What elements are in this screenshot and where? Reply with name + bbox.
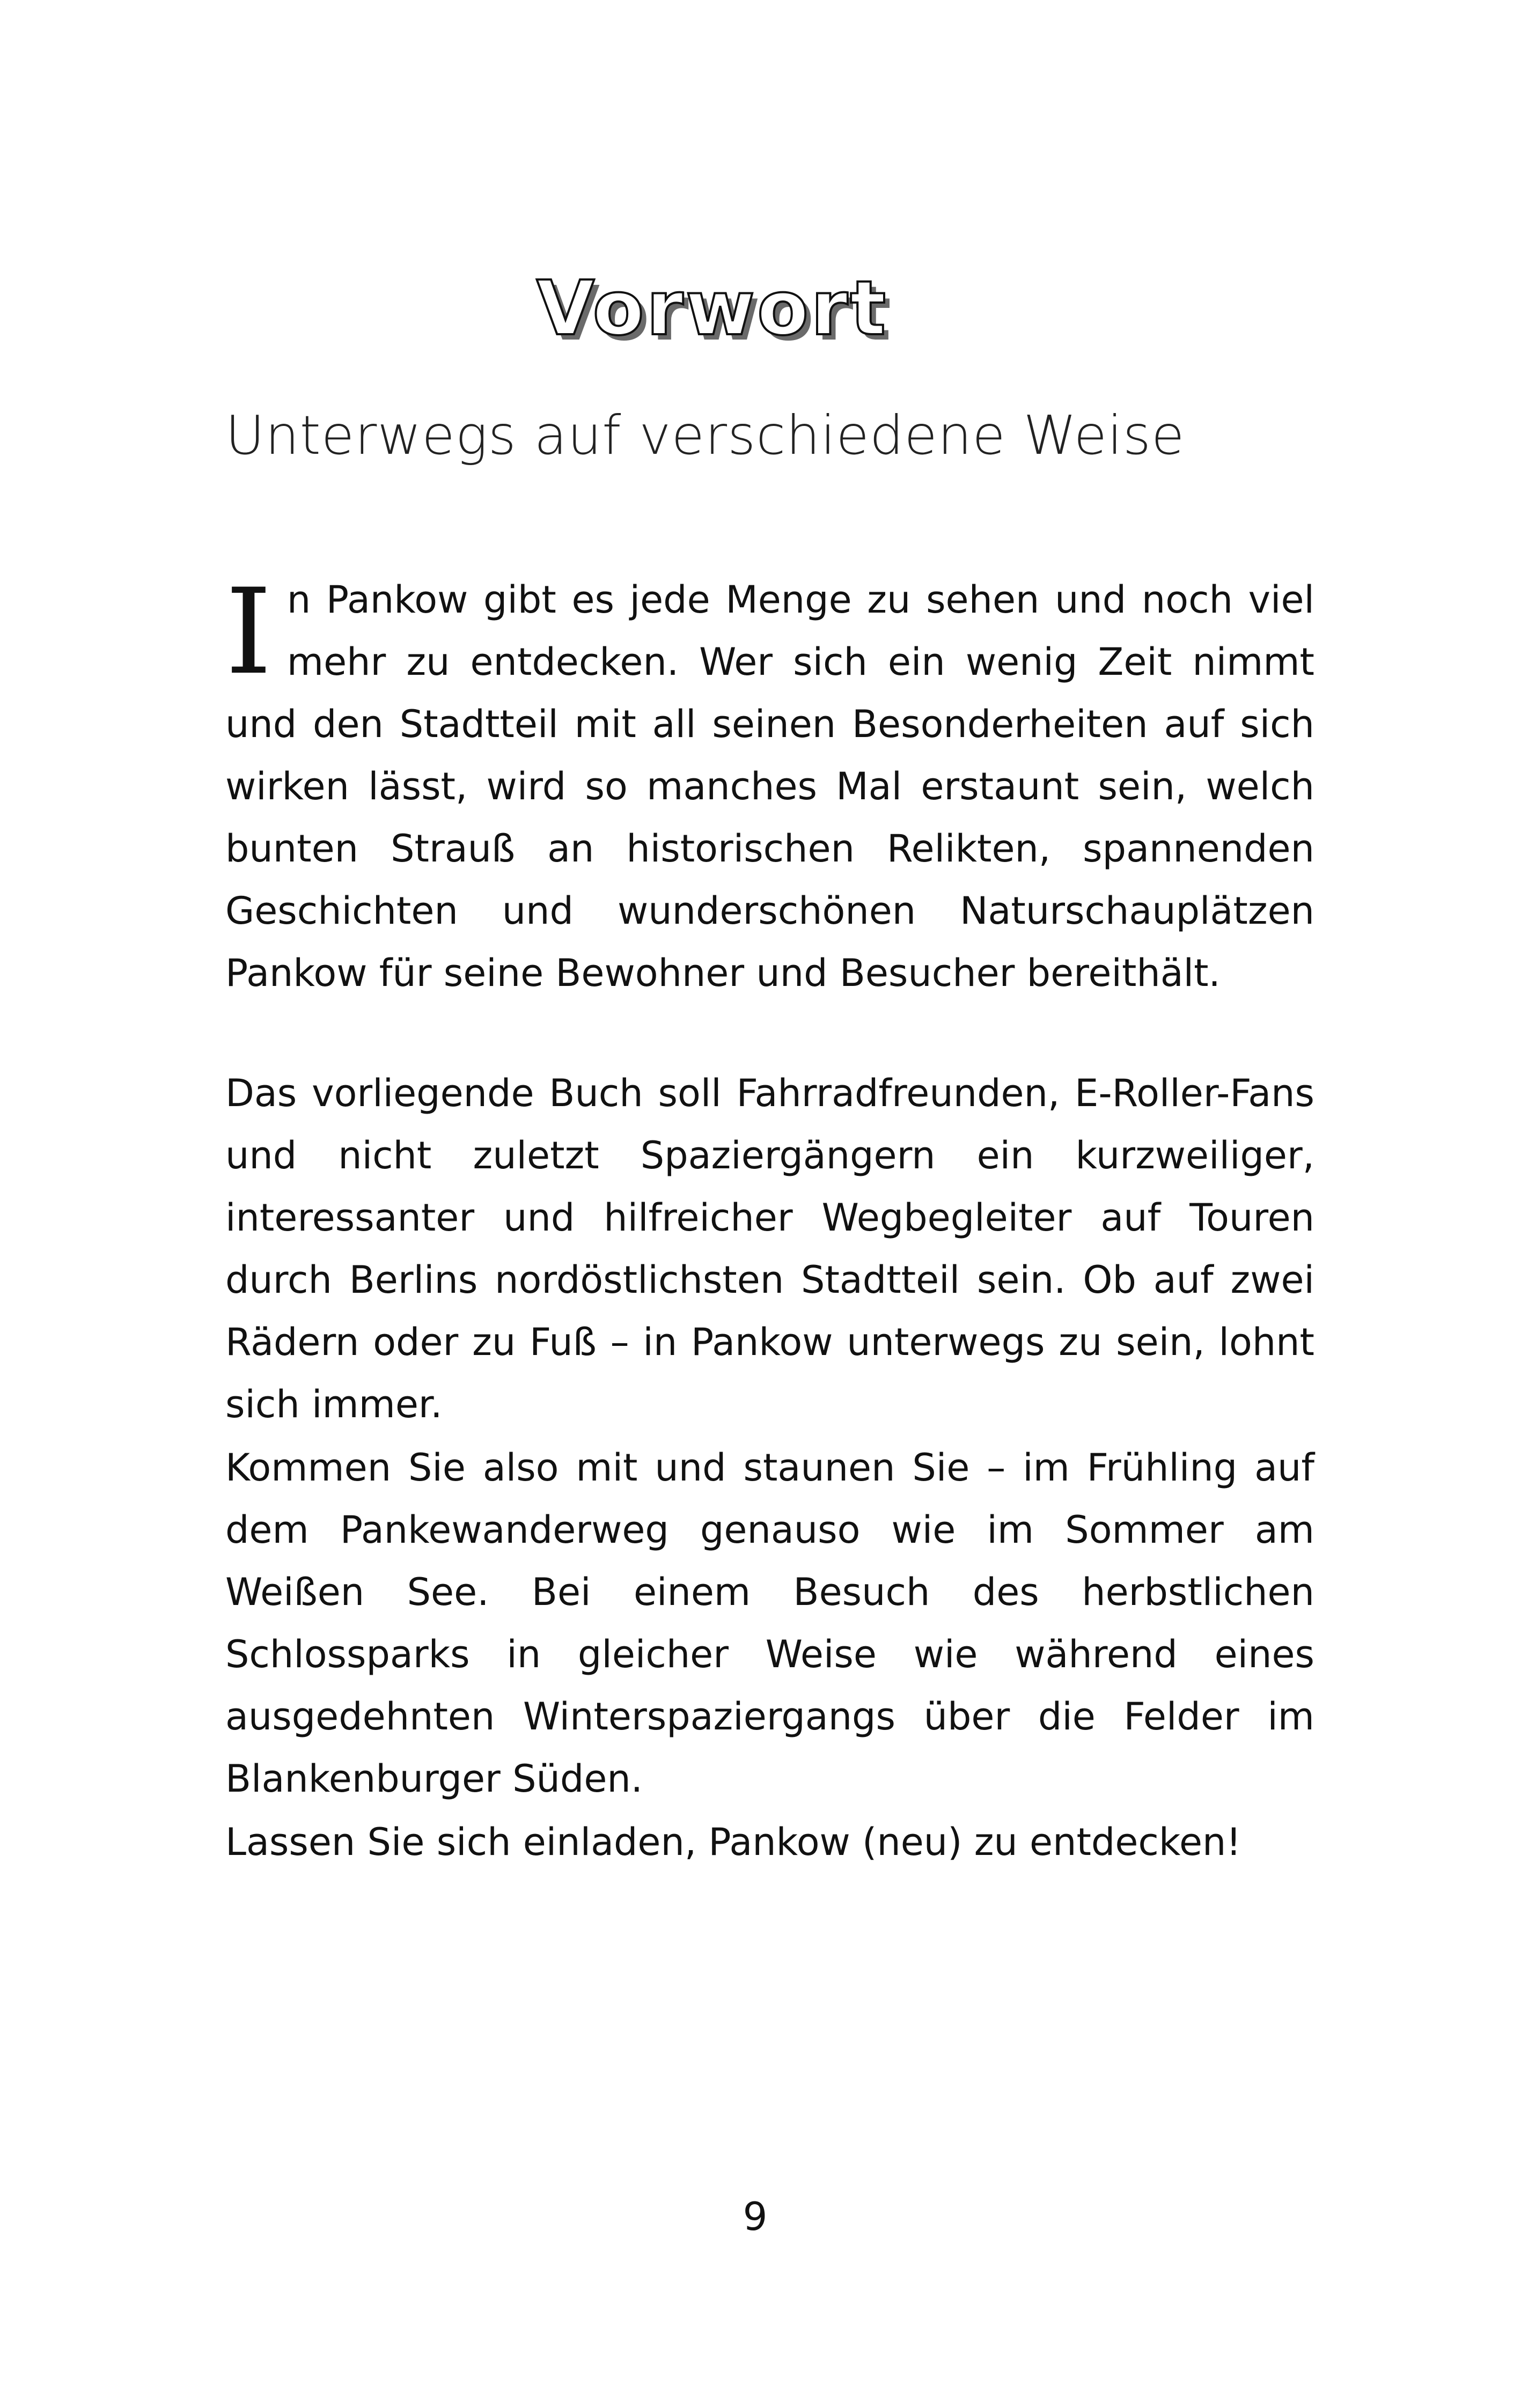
paragraph-purpose: Das vorliegende Buch soll Fahrradfreunden, E-Roller-Fans und nicht zuletzt Spaziergängern ein kurzweiliger, interessanter und hilfreicher Wegbegleiter auf Touren durch Berlins nordöstlichsten Stadtteil sein. Ob auf zwei Rädern oder zu Fuß – in Pankow unterwegs zu sein, lohnt sich immer. (225, 1071, 1314, 1426)
page-number: 9 (743, 2194, 768, 2239)
chapter-title: Vorwort (536, 264, 888, 352)
drop-cap: I (225, 563, 272, 701)
paragraph-intro (225, 563, 1314, 1004)
chapter-subtitle: Unterwegs auf verschiedene Weise (225, 404, 1185, 467)
paragraph-invitation: Lassen Sie sich einladen, Pankow (neu) zu entdecken! (225, 1820, 1241, 1864)
paragraph-intro-text: n Pankow gibt es jede Menge zu sehen und noch viel mehr zu entdecken. Wer sich ein wenig Zeit nimmt und den Stadtteil mit all seinen Besonderheiten auf sich wirken lässt, wird so manches Mal erstaunt sein, welch bunten Strauß an historischen Relikten, spannenden Geschichten und wunderschönen Naturschauplätzen Pankow für seine Bewohner und Besucher bereithält. (225, 578, 1314, 995)
paragraph-seasons: Kommen Sie also mit und staunen Sie – im Frühling auf dem Pankewanderweg genauso wie im Sommer am Weißen See. Bei einem Besuch des herbstlichen Schlossparks in gleicher Weise wie während eines ausgedehnten Winterspaziergangs über die Felder im Blankenburger Süden. (225, 1446, 1314, 1801)
